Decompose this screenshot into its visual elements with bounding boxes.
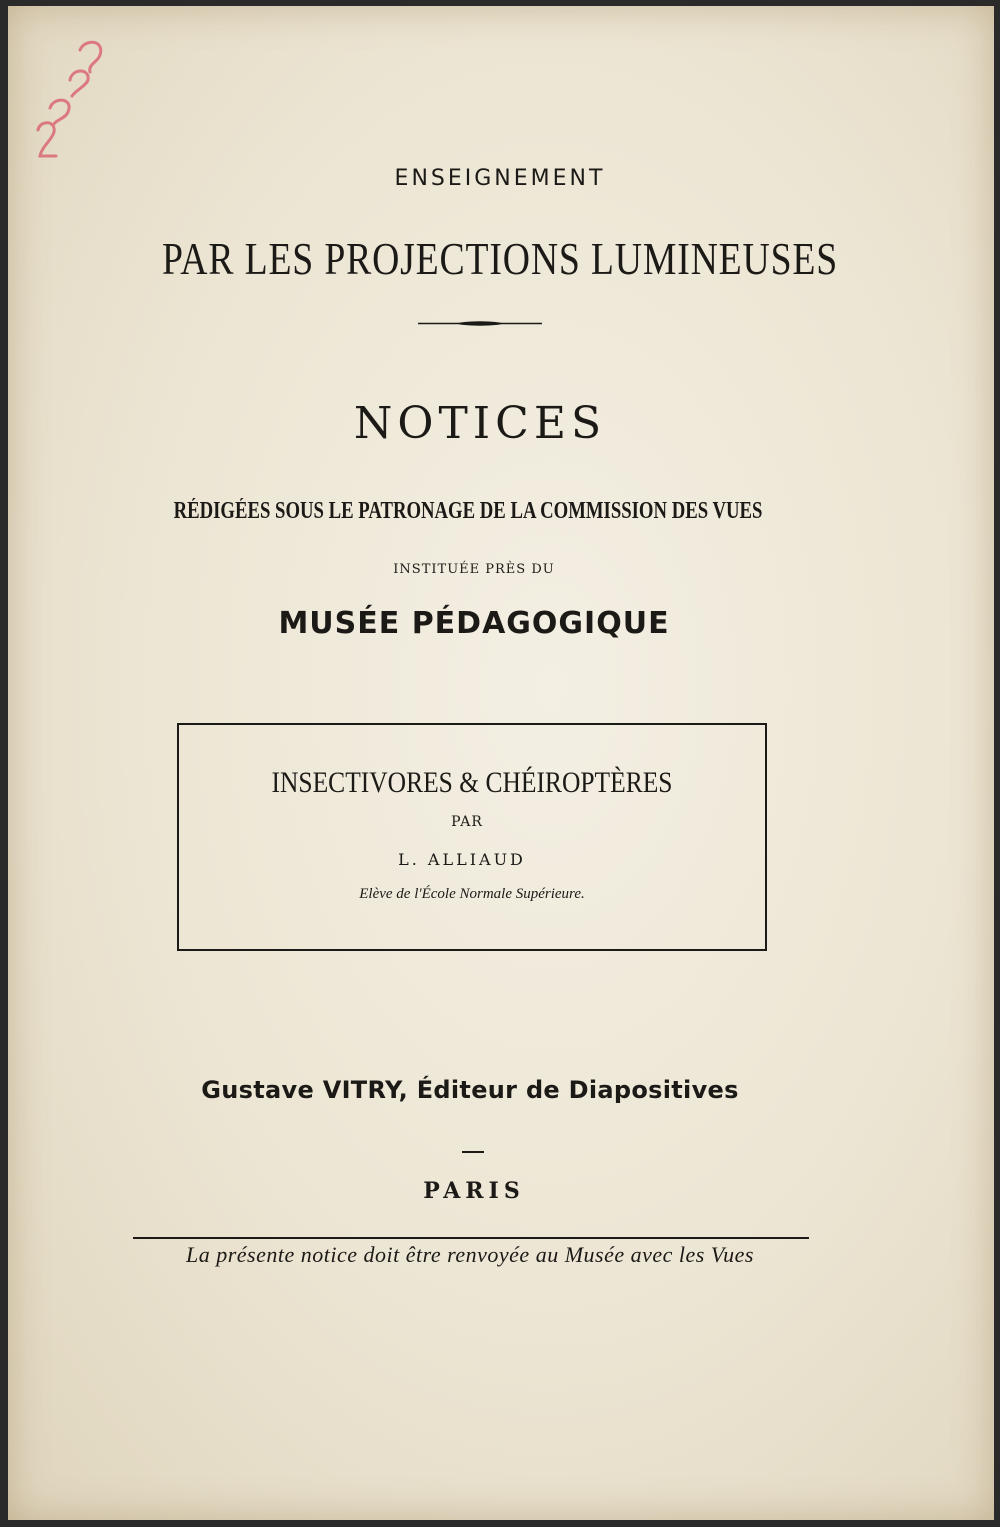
- ornament-divider: [418, 321, 542, 326]
- box-by: PAR: [451, 814, 483, 830]
- footer-rule: [133, 1237, 809, 1239]
- header-line-2: PAR LES PROJECTIONS LUMINEUSES: [161, 233, 839, 284]
- separator-dash: [462, 1151, 484, 1153]
- city: PARIS: [423, 1178, 525, 1204]
- publisher: Gustave VITRY, Éditeur de Diapositives: [201, 1076, 739, 1104]
- subtitle: RÉDIGÉES SOUS LE PATRONAGE DE LA COMMISSION DES VUES: [173, 498, 763, 524]
- box-author: L. ALLIAUD: [398, 850, 526, 869]
- handwritten-catalog-number: [10, 20, 120, 160]
- header-line-1: ENSEIGNEMENT: [394, 166, 606, 191]
- instituted-line: INSTITUÉE PRÈS DU: [393, 562, 555, 577]
- museum-name: MUSÉE PÉDAGOGIQUE: [278, 606, 670, 641]
- footer-note: La présente notice doit être renvoyée au Musée avec les Vues: [186, 1242, 754, 1267]
- title-box: [177, 723, 767, 951]
- box-title: INSECTIVORES & CHÉIROPTÈRES: [271, 766, 673, 799]
- box-author-note: Elève de l'École Normale Supérieure.: [359, 886, 585, 902]
- page-title: NOTICES: [353, 398, 607, 449]
